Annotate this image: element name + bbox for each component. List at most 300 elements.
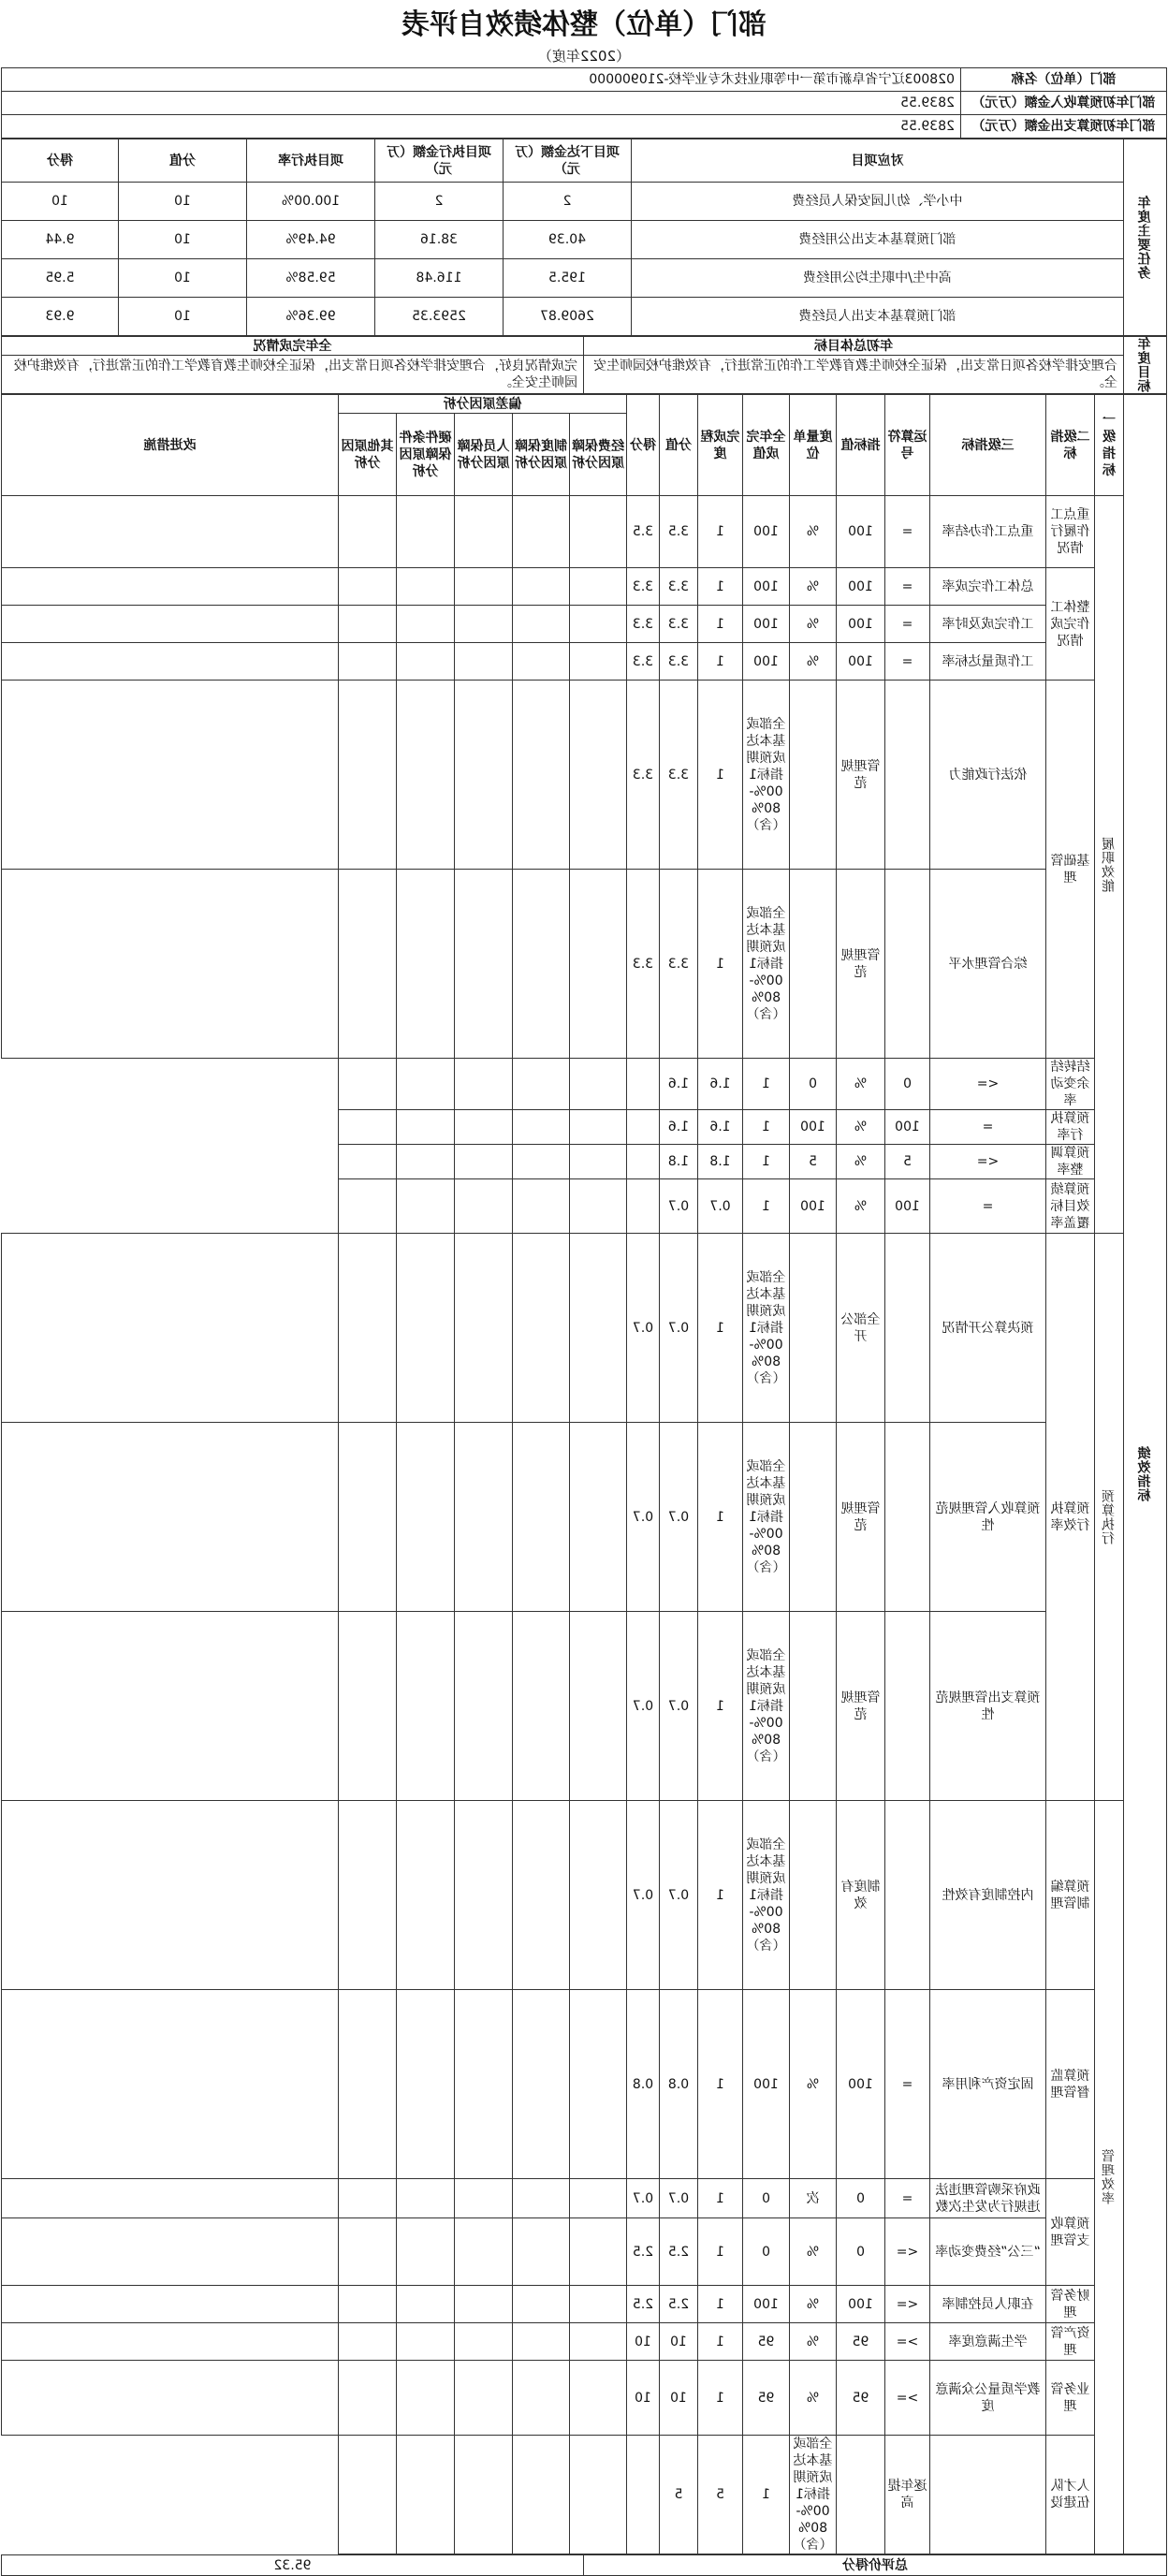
metric-l3: 预算绩效目标覆盖率 <box>1046 1179 1095 1234</box>
metric-op: <= <box>885 2286 930 2323</box>
metric-l1: 管理效率 <box>1095 1801 1124 2554</box>
metric-dev-cell <box>397 870 455 1059</box>
metric-points: 0.7 <box>627 1234 660 1423</box>
metric-dev-cell <box>513 568 570 606</box>
col-header-dev: 制度保障原因分析 <box>513 414 570 496</box>
metric-l3: 学生满意度率 <box>930 2323 1046 2361</box>
goal-plan-header: 年初总体目标 <box>584 337 1124 356</box>
metric-dev-cell <box>455 2179 513 2218</box>
metric-weight: 0.7 <box>660 1234 698 1423</box>
col-header-dev: 人员保障原因分析 <box>455 414 513 496</box>
metric-dev-cell <box>627 2436 660 2554</box>
metric-actual: 100 <box>743 2286 790 2323</box>
metric-measure-cell <box>2 496 339 568</box>
metric-degree: 1 <box>743 1110 790 1145</box>
metric-op: = <box>885 2179 930 2218</box>
metric-dev-cell <box>455 568 513 606</box>
metric-dev-cell <box>513 2361 570 2436</box>
metric-op: = <box>885 1990 930 2179</box>
metric-actual: 95 <box>743 2323 790 2361</box>
metric-degree: 1 <box>698 2361 743 2436</box>
metric-actual: 全部或基本达成预期指标100%-80%（含） <box>743 1234 790 1423</box>
task-allocated: 40.39 <box>504 221 632 259</box>
metric-row <box>2 2361 1167 2436</box>
metric-dev-cell <box>397 1179 455 1234</box>
page-title: 部门（单位）整体绩效自评表 <box>402 8 766 41</box>
metric-degree: 1 <box>698 2218 743 2286</box>
metric-degree: 1 <box>698 1801 743 1990</box>
task-row <box>2 259 1167 298</box>
metric-points: 0.7 <box>627 1612 660 1801</box>
page-year: （2022年度） <box>537 48 631 65</box>
metric-degree: 1 <box>743 1059 790 1110</box>
metric-dev-cell <box>513 1423 570 1612</box>
metric-row <box>2 568 1167 606</box>
task-score: 10 <box>119 183 247 221</box>
metric-dev-cell <box>513 2436 570 2554</box>
metric-degree: 1 <box>698 2323 743 2361</box>
metric-unit: % <box>790 496 837 568</box>
metric-op: = <box>885 643 930 681</box>
metric-points: 10 <box>627 2361 660 2436</box>
goal-done-text: 完成情况良好，合理安排学校各项日常支出，保证全校师生教育教学工作的正常进行，有效维护校园师生安全。 <box>2 356 584 394</box>
task-executed: 116.48 <box>375 259 504 298</box>
metric-unit: % <box>790 568 837 606</box>
metric-dev-cell <box>513 643 570 681</box>
metric-dev-cell <box>455 606 513 643</box>
total-label: 总评价得分 <box>584 2555 1167 2576</box>
metric-target: 0 <box>837 2218 885 2286</box>
metric-dev-cell <box>570 2218 627 2286</box>
metric-dev-cell <box>397 681 455 870</box>
metric-points: 1.6 <box>660 1059 698 1110</box>
metric-l3: 人才队伍建设 <box>1046 2436 1095 2554</box>
metric-unit <box>790 1234 837 1423</box>
metric-actual: 全部或基本达成预期指标100%-80%（含） <box>743 1801 790 1990</box>
tasks-header: 对应项目 <box>632 139 1124 183</box>
metric-l3: 内控制度有效性 <box>930 1801 1046 1990</box>
metric-l3: 教学质量公众满意度 <box>930 2361 1046 2436</box>
col-header-dev: 经费保障原因分析 <box>570 414 627 496</box>
metric-degree: 1 <box>698 496 743 568</box>
metric-target: 95 <box>837 2361 885 2436</box>
metric-row <box>2 2436 1167 2554</box>
metric-dev-cell <box>570 496 627 568</box>
metric-row <box>2 1234 1167 1423</box>
metrics-side-label: 绩效指标 <box>1124 395 1167 2554</box>
metric-l3: 预算支出管理规范性 <box>930 1612 1046 1801</box>
metric-dev-cell <box>627 1179 660 1234</box>
metric-dev-cell <box>397 2436 455 2554</box>
metric-weight: 0.7 <box>698 1179 743 1234</box>
metric-target: 管理规范 <box>837 870 885 1059</box>
metric-points: 0.8 <box>627 1990 660 2179</box>
metric-op: <= <box>930 1145 1046 1179</box>
metric-degree: 1 <box>698 1234 743 1423</box>
metric-target: 管理规范 <box>837 1612 885 1801</box>
metric-dev-cell <box>397 1110 455 1145</box>
metric-op: = <box>885 606 930 643</box>
task-executed: 2 <box>375 183 504 221</box>
metric-dev-cell <box>513 2286 570 2323</box>
goal-table <box>1 336 1167 394</box>
metric-degree: 1 <box>698 643 743 681</box>
metric-row <box>2 2286 1167 2323</box>
metric-dev-cell <box>455 1059 513 1110</box>
metric-dev-cell <box>455 2361 513 2436</box>
metric-dev-cell <box>338 2323 396 2361</box>
metric-unit: % <box>790 2286 837 2323</box>
metric-l1: 履职效能 <box>1095 496 1124 1234</box>
metric-weight: 3.3 <box>660 568 698 606</box>
metric-dev-cell <box>397 2218 455 2286</box>
metric-dev-cell <box>570 1612 627 1801</box>
metric-op <box>885 681 930 870</box>
col-header-weight: 分值 <box>660 395 698 496</box>
metric-target: 管理规范 <box>837 1423 885 1612</box>
metric-points: 0.7 <box>660 1179 698 1234</box>
metric-target: 0 <box>885 1059 930 1110</box>
metric-measure-cell <box>2 2361 339 2436</box>
metric-measure-cell <box>338 1145 396 1179</box>
goal-plan-text: 合理安排学校各项日常支出，保证全校师生教育教学工作的正常进行，有效维护校园师生安全。 <box>584 356 1124 394</box>
tasks-header: 得分 <box>2 139 119 183</box>
metric-actual: 95 <box>743 2361 790 2436</box>
metric-points: 3.3 <box>627 681 660 870</box>
metric-unit <box>790 1612 837 1801</box>
metric-points: 3.3 <box>627 870 660 1059</box>
metric-actual: 0 <box>743 2218 790 2286</box>
goal-done-header: 全年完成情况 <box>2 337 584 356</box>
metric-measure-cell <box>2 606 339 643</box>
col-header-points: 得分 <box>627 395 660 496</box>
metric-dev-cell <box>570 2361 627 2436</box>
metric-measure-cell <box>338 2436 396 2554</box>
metric-dev-cell <box>513 2179 570 2218</box>
metric-dev-cell <box>397 1145 455 1179</box>
task-score: 10 <box>119 221 247 259</box>
basic-info-table <box>1 67 1167 139</box>
basic-label: 部门年初预算收入金额（万元） <box>961 92 1167 115</box>
metric-dev-cell <box>513 1059 570 1110</box>
metric-actual: 全部或基本达成预期指标100%-80%（含） <box>743 1423 790 1612</box>
task-project: 中小学、幼儿园安保人员经费 <box>632 183 1124 221</box>
metric-weight: 2.5 <box>660 2286 698 2323</box>
metric-actual: 100 <box>743 496 790 568</box>
metric-row <box>2 1990 1167 2179</box>
task-executed: 38.16 <box>375 221 504 259</box>
metrics-table <box>1 394 1167 2554</box>
task-row <box>2 221 1167 259</box>
metric-dev-cell <box>455 1801 513 1990</box>
metric-dev-cell <box>570 870 627 1059</box>
metric-weight: 0.8 <box>660 1990 698 2179</box>
task-row <box>2 183 1167 221</box>
metric-dev-cell <box>455 2218 513 2286</box>
metric-op: = <box>930 1179 1046 1234</box>
metric-dev-cell <box>513 606 570 643</box>
task-allocated: 2609.87 <box>504 298 632 336</box>
metric-measure-cell <box>2 2218 339 2286</box>
metric-l3: 在职人员控制率 <box>930 2286 1046 2323</box>
task-project: 高中生/中职生均公用经费 <box>632 259 1124 298</box>
metric-dev-cell <box>455 1990 513 2179</box>
metric-dev-cell <box>397 2323 455 2361</box>
metric-dev-cell <box>338 681 396 870</box>
metric-l2: 财务管理 <box>1046 2286 1095 2323</box>
metric-unit: % <box>790 2218 837 2286</box>
metric-row <box>2 1801 1167 1990</box>
metric-row <box>2 681 1167 870</box>
metric-l3: 预算执行率 <box>1046 1110 1095 1145</box>
metric-l3: 依法行政能力 <box>930 681 1046 870</box>
metric-op: = <box>885 568 930 606</box>
metric-unit: % <box>837 1110 885 1145</box>
metric-target: 制度有效 <box>837 1801 885 1990</box>
metric-unit: % <box>790 1990 837 2179</box>
metric-op <box>885 1234 930 1423</box>
metric-target: 95 <box>837 2323 885 2361</box>
metric-target: 100 <box>837 1990 885 2179</box>
metric-points: 5 <box>660 2436 698 2554</box>
metric-measure-cell <box>338 1179 396 1234</box>
task-points: 9.44 <box>2 221 119 259</box>
metric-dev-cell <box>513 2218 570 2286</box>
metric-op <box>885 1801 930 1990</box>
metric-dev-cell <box>513 1612 570 1801</box>
metric-measure-cell <box>2 643 339 681</box>
metric-unit <box>790 1801 837 1990</box>
metric-dev-cell <box>455 1179 513 1234</box>
metric-dev-cell <box>397 2179 455 2218</box>
metric-op: <= <box>930 1059 1046 1110</box>
metric-measure-cell <box>2 870 339 1059</box>
metric-dev-cell <box>455 1145 513 1179</box>
metric-dev-cell <box>570 606 627 643</box>
metric-weight: 3.3 <box>660 606 698 643</box>
metric-measure-cell <box>2 1990 339 2179</box>
metric-weight: 0.7 <box>660 1423 698 1612</box>
metric-target: 全部公开 <box>837 1234 885 1423</box>
col-header-measures: 改进措施 <box>2 395 339 496</box>
metric-dev-cell <box>513 1110 570 1145</box>
metric-target: 100 <box>885 1110 930 1145</box>
metric-dev-cell <box>338 1234 396 1423</box>
metric-unit: % <box>790 606 837 643</box>
metric-points: 3.3 <box>627 643 660 681</box>
metric-points: 1.8 <box>660 1145 698 1179</box>
metric-l2: 资产管理 <box>1046 2323 1095 2361</box>
metric-dev-cell <box>570 2323 627 2361</box>
metric-unit <box>790 1423 837 1612</box>
metric-measure-cell <box>2 1234 339 1423</box>
metric-dev-cell <box>570 2179 627 2218</box>
task-allocated: 2 <box>504 183 632 221</box>
total-value: 95.32 <box>2 2555 584 2576</box>
metric-dev-cell <box>570 1110 627 1145</box>
metric-dev-cell <box>397 1801 455 1990</box>
metric-degree: 1 <box>698 2179 743 2218</box>
col-header-l3: 三级指标 <box>930 395 1046 496</box>
metric-dev-cell <box>397 606 455 643</box>
metric-dev-cell <box>397 2361 455 2436</box>
metric-dev-cell <box>513 1234 570 1423</box>
metric-row <box>2 870 1167 1059</box>
metric-dev-cell <box>338 2361 396 2436</box>
metric-degree: 1 <box>698 1612 743 1801</box>
metric-l3: 总体工作完成率 <box>930 568 1046 606</box>
task-rate: 94.49% <box>247 221 375 259</box>
metric-degree: 1 <box>743 2436 790 2554</box>
task-points: 10 <box>2 183 119 221</box>
metric-dev-cell <box>338 606 396 643</box>
task-row <box>2 298 1167 336</box>
metric-unit: % <box>790 643 837 681</box>
task-score: 10 <box>119 259 247 298</box>
metric-degree: 1 <box>698 870 743 1059</box>
metric-measure-cell <box>338 1059 396 1110</box>
metric-points: 1.6 <box>660 1110 698 1145</box>
metric-weight: 1.6 <box>698 1059 743 1110</box>
metric-dev-cell <box>570 1801 627 1990</box>
metric-actual: 100 <box>743 568 790 606</box>
metric-dev-cell <box>455 496 513 568</box>
metric-dev-cell <box>338 1990 396 2179</box>
metric-measure-cell <box>2 2323 339 2361</box>
metric-unit: 次 <box>790 2179 837 2218</box>
metric-dev-cell <box>570 2436 627 2554</box>
metric-dev-cell <box>570 2286 627 2323</box>
metric-dev-cell <box>455 643 513 681</box>
metric-degree: 1 <box>698 1423 743 1612</box>
metric-l2: 重点工作履行情况 <box>1046 496 1095 568</box>
metric-dev-cell <box>338 2286 396 2323</box>
metric-degree: 1 <box>698 681 743 870</box>
metric-l3: 预算调整率 <box>1046 1145 1095 1179</box>
metric-target: 100 <box>885 1179 930 1234</box>
task-rate: 99.36% <box>247 298 375 336</box>
metric-op <box>885 870 930 1059</box>
metric-dev-cell <box>397 643 455 681</box>
metric-l2: 业务管理 <box>1046 2361 1095 2436</box>
metric-weight: 2.5 <box>660 2218 698 2286</box>
metric-weight: 5 <box>698 2436 743 2554</box>
col-header-l2: 二级指标 <box>1046 395 1095 496</box>
metric-dev-cell <box>627 1145 660 1179</box>
tasks-header: 项目执行金额（万元） <box>375 139 504 183</box>
metric-l3: 政府采购管理违法违规行为发生次数 <box>930 2179 1046 2218</box>
metric-target: 100 <box>837 568 885 606</box>
task-score: 10 <box>119 298 247 336</box>
metric-row <box>2 1145 1167 1179</box>
metric-dev-cell <box>397 1423 455 1612</box>
metric-dev-cell <box>338 568 396 606</box>
metric-dev-cell <box>570 643 627 681</box>
metric-row <box>2 1423 1167 1612</box>
tasks-header: 项目执行率 <box>247 139 375 183</box>
goal-side-label: 年度目标 <box>1124 337 1167 394</box>
metric-l2: 预算执行效率 <box>1046 1234 1095 1801</box>
metric-l2: 预算编制管理 <box>1046 1801 1095 1990</box>
metric-points: 2.5 <box>627 2286 660 2323</box>
metric-l3: 综合管理水平 <box>930 870 1046 1059</box>
metric-dev-cell <box>570 1145 627 1179</box>
metric-dev-cell <box>455 1234 513 1423</box>
metric-actual: 100 <box>790 1179 837 1234</box>
metric-dev-cell <box>513 1801 570 1990</box>
metric-dev-cell <box>455 1423 513 1612</box>
metric-dev-cell <box>455 1612 513 1801</box>
metric-dev-cell <box>570 1423 627 1612</box>
metric-op <box>885 1612 930 1801</box>
metric-dev-cell <box>513 870 570 1059</box>
metric-dev-cell <box>513 681 570 870</box>
metric-dev-cell <box>513 1179 570 1234</box>
metric-dev-cell <box>338 2218 396 2286</box>
metric-op: >= <box>885 2323 930 2361</box>
metric-weight: 10 <box>660 2361 698 2436</box>
metric-unit: % <box>790 2323 837 2361</box>
metric-target: 逐年提高 <box>885 2436 930 2554</box>
metric-l3: 固定资产利用率 <box>930 1990 1046 2179</box>
metric-row <box>2 606 1167 643</box>
metric-points: 0.7 <box>627 1423 660 1612</box>
col-header-dev-group: 偏差原因分析 <box>338 395 626 414</box>
metric-row <box>2 1179 1167 1234</box>
metric-unit: % <box>790 2361 837 2436</box>
metric-op: = <box>885 496 930 568</box>
metric-target: 100 <box>837 606 885 643</box>
col-header-unit: 度量单位 <box>790 395 837 496</box>
metric-degree: 1 <box>698 606 743 643</box>
metric-weight: 3.3 <box>660 681 698 870</box>
metric-points: 3.3 <box>627 568 660 606</box>
task-allocated: 195.5 <box>504 259 632 298</box>
metric-row <box>2 496 1167 568</box>
task-points: 5.95 <box>2 259 119 298</box>
basic-value: 2839.55 <box>2 115 961 139</box>
metric-dev-cell <box>338 496 396 568</box>
basic-label: 部门年初预算支出金额（万元） <box>961 115 1167 139</box>
metric-dev-cell <box>455 2286 513 2323</box>
metric-unit <box>790 681 837 870</box>
metric-measure-cell <box>2 568 339 606</box>
metric-l2: 预算收支管理 <box>1046 2179 1095 2286</box>
metric-dev-cell <box>513 496 570 568</box>
col-header-actual: 全年完成值 <box>743 395 790 496</box>
metric-l3: 工作完成及时率 <box>930 606 1046 643</box>
metric-measure-cell <box>2 681 339 870</box>
metric-weight: 1.8 <box>698 1145 743 1179</box>
metric-measure-cell <box>2 1801 339 1990</box>
task-project: 部门预算基本支出公用经费 <box>632 221 1124 259</box>
metric-row <box>2 2218 1167 2286</box>
metric-dev-cell <box>513 1145 570 1179</box>
metric-degree: 1 <box>698 1990 743 2179</box>
metric-weight: 0.7 <box>660 1612 698 1801</box>
metric-l3: 预算收入管理规范性 <box>930 1423 1046 1612</box>
metric-dev-cell <box>397 1059 455 1110</box>
total-table <box>1 2554 1167 2576</box>
metric-dev-cell <box>513 2323 570 2361</box>
metric-row <box>2 1612 1167 1801</box>
metric-weight: 1.6 <box>698 1110 743 1145</box>
tasks-side-label: 年度主要任务 <box>1124 139 1167 336</box>
metric-actual: 全部或基本达成预期指标100%-80%（含） <box>743 681 790 870</box>
metric-dev-cell <box>455 2436 513 2554</box>
col-header-target: 指标值 <box>837 395 885 496</box>
tasks-header: 分值 <box>119 139 247 183</box>
